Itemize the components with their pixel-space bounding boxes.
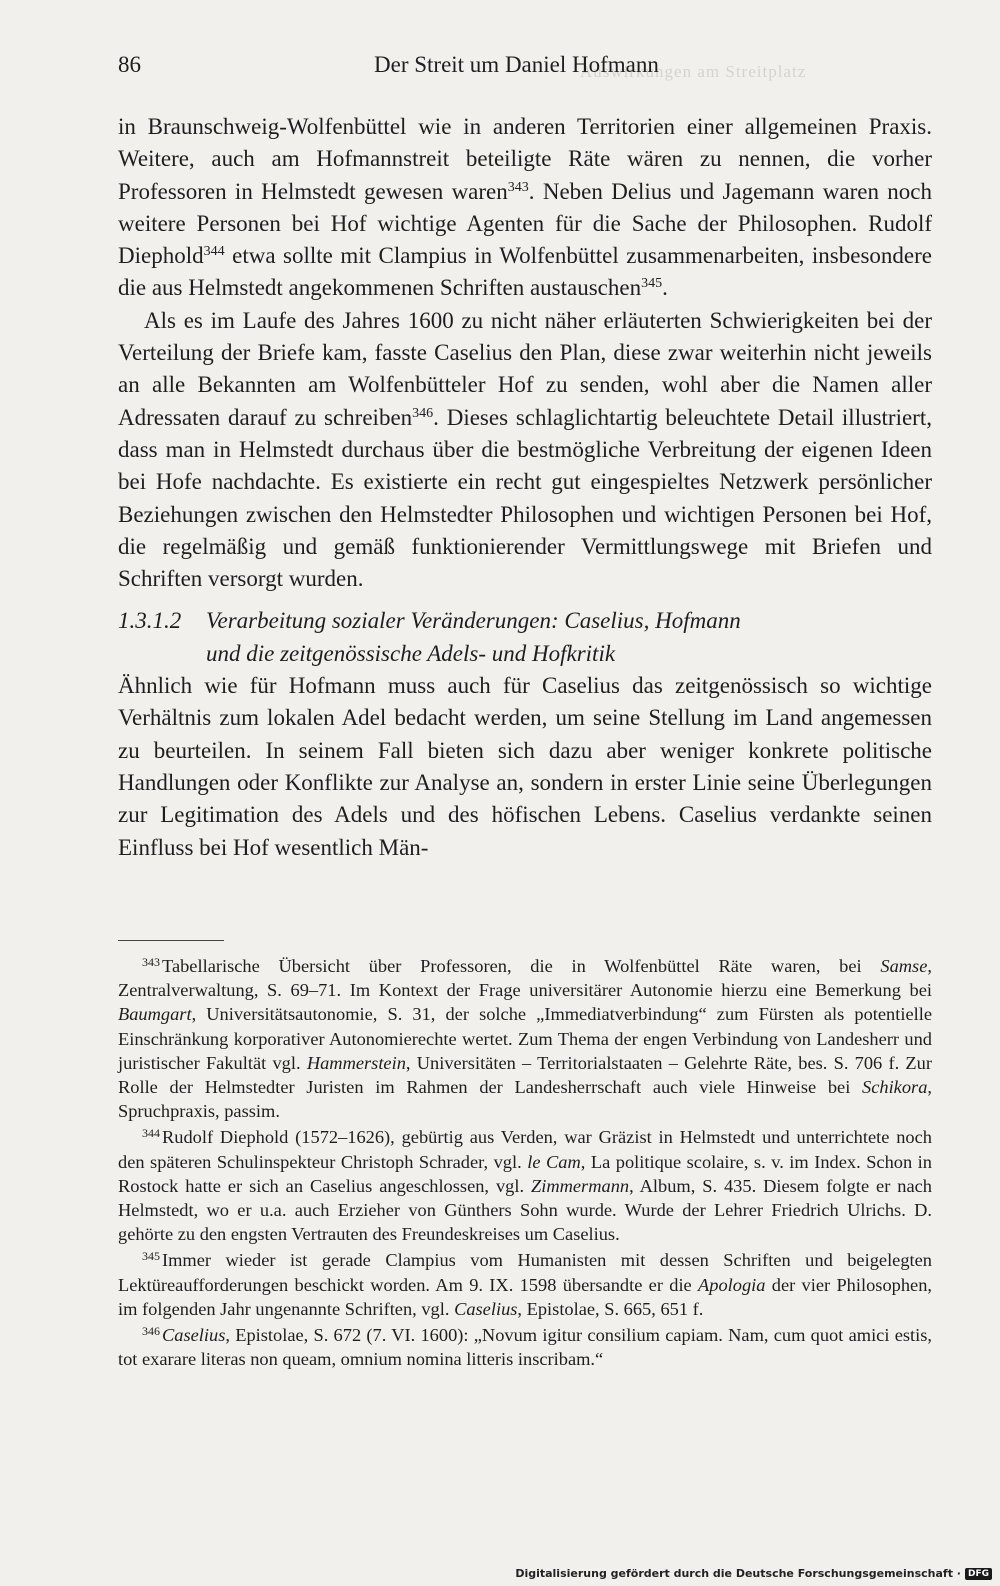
section-title-line-2: und die zeitgenössische Adels- und Hofkritik (206, 640, 616, 666)
dfg-logo: DFG (965, 1568, 992, 1580)
paragraph-1: in Braunschweig-Wolfenbüttel wie in anderen Territorien einer allgemeinen Praxis. Weitere, auch am Hofmannstreit beteiligte Räte wären zu nennen, die vorher Professoren in Helmstedt gewesen waren$^{343}$. Neben Delius und Jagemann waren noch weitere Personen bei Hof wichtige Agenten für die Sache der Philosophen. Rudolf Diephold$^{344}$ etwa sollte mit Clampius in Wolfenbüttel zusammenarbeiten, insbesondere die aus Helmstedt angekommenen Schriften austauschen$^{345}$. (118, 114, 933, 301)
footnote-ref-344[interactable]: 344 (203, 244, 225, 260)
footnote-ref-346[interactable]: 346 (412, 405, 434, 421)
footnotes (118, 954, 932, 1373)
section-number: 1.3.1.2 (118, 608, 182, 634)
footnote-344: $^{344}$ Rudolf Diephold (1572–1626), gebürtig aus Verden, war Gräzist in Helmstedt und unterrichtete noch den späteren Schulinspekteur Christoph Schrader, vgl. le Cam, La politique scolaire, s. v. im Index. Schon in Rostock hatte er sich an Caselius angeschlossen, vgl. Zimmermann, Album, S. 435. Diesem folgte er nach Helmstedt, wo er u.a. auch Erzieher von Günthers Sohn wurde. Wurde der Lehrer Friedrich Ulrichs. D. gehörte zu den engsten Vertrauten des Freundeskreises um Caselius. (118, 1126, 932, 1245)
footnote-ref-343[interactable]: 343 (507, 179, 529, 195)
page-number: 86 (118, 52, 141, 77)
paragraph-2: Als es im Laufe des Jahres 1600 zu nicht näher erläuterten Schwierigkeiten bei der Verteilung der Briefe kam, fasste Caselius den Plan, diese zwar weiterhin nicht jeweils an alle Bekannten am Wolfenbütteler Hof zu senden, wohl aber die Namen aller Adressaten darauf zu schreiben$^{346}$. Dieses schlaglichtartig beleuchtete Detail illustriert, dass man in Helmstedt durchaus über die bestmögliche Verbreitung der eigenen Ideen bei Hofe nachdachte. Es existierte ein recht gut eingespieltes Netzwerk persönlicher Beziehungen zwischen den Helmstedter Philosophen und wichtigen Personen bei Hof, die regelmäßig und gemäß funktionierender Vermittlungswege mit Briefen und Schriften versorgt wurden. (118, 307, 932, 592)
funding-note: Digitalisierung gefördert durch die Deutsche Forschungsgemeinschaft · (515, 1567, 961, 1580)
paragraph-3: Ähnlich wie für Hofmann muss auch für Caselius das zeitgenössisch so wichtige Verhältnis zum lokalen Adel bedacht werden, um seine Stellung im Land angemessen zu beurteilen. In seinem Fall bieten sich dazu aber weniger konkrete politische Handlungen oder Konflikte zur Analyse an, sondern in erster Linie seine Überlegungen zur Legitimation des Adels und des höfischen Lebens. Caselius verdankte seinen Einfluss bei Hof wesentlich Män- (118, 673, 932, 860)
bleed-through-header: Auswirkungen am Streitplatz (580, 62, 807, 81)
footnote-343: $^{343}$ Tabellarische Übersicht über Professoren, die in Wolfenbüttel Räte waren, bei Samse, Zentralverwaltung, S. 69–71. Im Kontext der Frage universitärer Autonomie hierzu eine Bemerkung bei Baumgart, Universitätsautonomie, S. 31, der solche „Immediatverbindung“ zum Fürsten als potentielle Einschränkung korporativer Autonomierechte wertet. Zum Thema der engen Verbindung von Landesherr und juristischer Fakultät vgl. Hammerstein, Universitäten – Territorialstaaten – Gelehrte Räte, bes. S. 706 f. Zur Rolle der Helmstedter Juristen im Rahmen der Landesherrschaft auch viele Hinweise bei Schikora, Spruchpraxis, passim. (118, 955, 932, 1122)
running-head: Der Streit um Daniel Hofmann (374, 52, 659, 77)
page-header (118, 52, 932, 86)
main-text (118, 111, 932, 864)
footnote-ref-345[interactable]: 345 (641, 276, 663, 292)
footnote-346: $^{346}$ Caselius, Epistolae, S. 672 (7. VI. 1600): „Novum igitur consilium capiam. Nam, cum quot amici estis, tot exarare literas non queam, omnium nomina litteris inscribam.“ (118, 1324, 932, 1370)
digitization-footer (515, 1567, 992, 1580)
footnote-divider (118, 940, 224, 941)
section-title-line-1: Verarbeitung sozialer Veränderungen: Caselius, Hofmann (206, 608, 741, 634)
footnote-345: $^{345}$ Immer wieder ist gerade Clampius vom Humanisten mit dessen Schriften und beigelegten Lektüreaufforderungen beschickt worden. Am 9. IX. 1598 übersandte er die Apologia der vier Philosophen, im folgenden Jahr ungenannte Schriften, vgl. Caselius, Epistolae, S. 665, 651 f. (118, 1249, 932, 1319)
section-heading (118, 605, 932, 670)
